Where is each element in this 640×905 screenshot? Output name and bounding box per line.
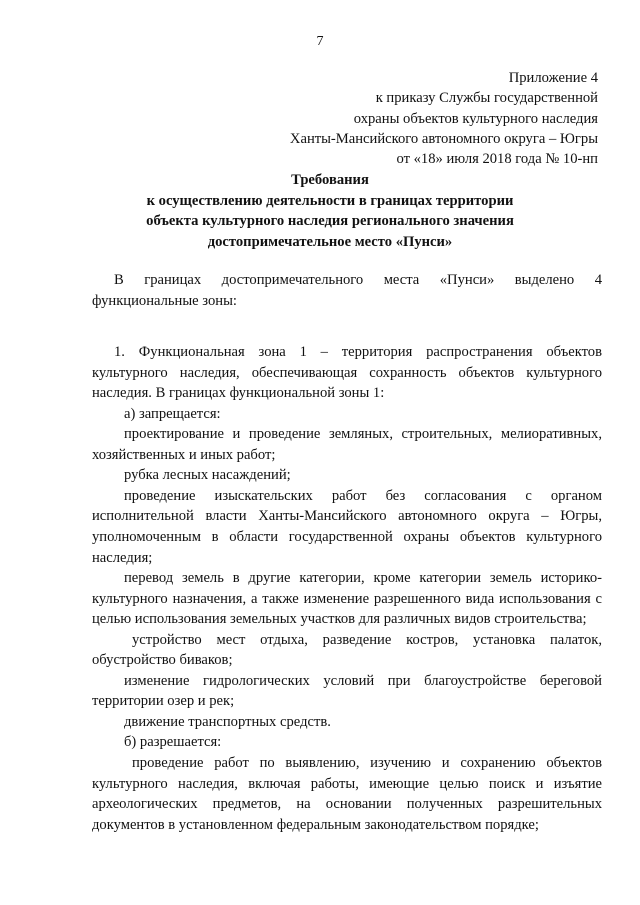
title-line: достопримечательное место «Пунси» (207, 233, 453, 250)
appendix-line: охраны объектов культурного наследия (353, 110, 598, 127)
title-line: объекта культурного наследия регионального значения (146, 213, 514, 229)
prohibited-item: движение транспортных средств. (124, 713, 331, 730)
prohibited-item: устройство мест отдыха, разведение костров, установка палаток, обустройство биваков; (92, 631, 602, 669)
prohibited-item: рубка лесных насаждений; (124, 467, 291, 484)
prohibited-item: изменение гидрологических условий при благоустройстве береговой территории озер и рек; (92, 672, 602, 710)
appendix-header (290, 68, 598, 169)
prohibited-item: проведение изыскательских работ без согласования с органом исполнительной власти Ханты-Мансийского автономного округа – Югры, уполномоченным в области государственной охраны объектов культурного наследия; (92, 487, 602, 566)
appendix-line: Приложение 4 (508, 70, 598, 86)
prohibited-item: проектирование и проведение земляных, строительных, мелиоративных, хозяйственных и иных работ; (92, 426, 602, 463)
appendix-line: Ханты-Мансийского автономного округа – Югры (289, 130, 598, 147)
zone1-paragraph: 1. Функциональная зона 1 – территория распространения объектов культурного наследия, обеспечивающая сохранность объектов культурного наследия. В границах функциональной зоны 1: (92, 344, 602, 402)
document-title (60, 170, 600, 252)
page-number: 7 (316, 34, 324, 49)
appendix-line: к приказу Службы государственной (375, 90, 598, 107)
intro-paragraph: В границах достопримечательного места «Пунси» выделено 4 функциональные зоны: (92, 272, 602, 309)
allowed-label: б) разрешается: (124, 734, 222, 751)
appendix-line: от «18» июля 2018 года № 10-нп (396, 151, 598, 168)
title-line: Требования (291, 172, 369, 188)
prohibited-label: а) запрещается: (124, 405, 221, 422)
allowed-item: проведение работ по выявлению, изучению и сохранению объектов культурного наследия, включая работы, имеющие целью поиск и изъятие археологических предметов, на основании полученных разрешительных документов в установленном федеральным законодательством порядке; (92, 755, 602, 833)
document-body (92, 270, 602, 835)
title-line: к осуществлению деятельности в границах территории (146, 192, 514, 209)
prohibited-item: перевод земель в другие категории, кроме категории земель историко-культурного назначения, а также изменение разрешенного вида использования с целью использования земельных участков для различных видов строительства; (92, 570, 602, 628)
